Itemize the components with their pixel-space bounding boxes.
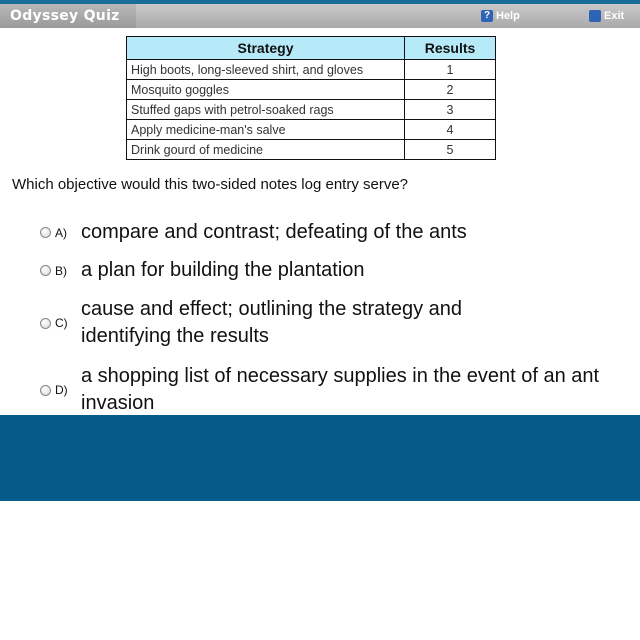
exit-icon <box>589 10 601 22</box>
radio-d[interactable] <box>40 385 51 396</box>
answer-option-c[interactable] <box>40 296 551 350</box>
table-header-row <box>127 37 496 60</box>
radio-c[interactable] <box>40 318 51 329</box>
strategy-cell: High boots, long-sleeved shirt, and gloves <box>127 60 405 80</box>
option-text: cause and effect; outlining the strategy and identifying the results <box>81 298 463 347</box>
result-cell: 4 <box>405 120 496 140</box>
result-cell: 2 <box>405 80 496 100</box>
strategy-cell: Stuffed gaps with petrol-soaked rags <box>127 100 405 120</box>
help-icon: ? <box>481 10 493 22</box>
strategy-cell: Drink gourd of medicine <box>127 140 405 160</box>
answer-option-a[interactable] <box>40 219 601 246</box>
top-bar <box>0 0 640 28</box>
option-letter: A) <box>55 225 67 240</box>
answer-option-b[interactable] <box>40 257 601 284</box>
radio-a[interactable] <box>40 227 51 238</box>
option-text: a plan for building the plantation <box>81 259 365 281</box>
radio-b[interactable] <box>40 265 51 276</box>
option-text: a shopping list of necessary supplies in the event of an ant invasion <box>81 365 600 414</box>
help-label: Help <box>496 10 520 22</box>
footer-band <box>0 415 640 501</box>
table-row <box>127 80 496 100</box>
table-row <box>127 100 496 120</box>
header-results: Results <box>405 37 496 60</box>
result-cell: 1 <box>405 60 496 80</box>
option-letter: D) <box>55 383 68 397</box>
app-title: Odyssey Quiz <box>10 8 120 24</box>
strategy-cell: Apply medicine-man's salve <box>127 120 405 140</box>
exit-button[interactable] <box>589 8 624 24</box>
option-letter: C) <box>55 316 68 330</box>
notes-log-table <box>126 36 496 160</box>
option-letter: B) <box>55 263 67 278</box>
strategy-cell: Mosquito goggles <box>127 80 405 100</box>
answer-option-d[interactable] <box>40 363 621 417</box>
option-text: compare and contrast; defeating of the ants <box>81 221 467 243</box>
table-row <box>127 60 496 80</box>
header-strategy: Strategy <box>127 37 405 60</box>
table-row <box>127 120 496 140</box>
exit-label: Exit <box>604 10 625 22</box>
question-text: Which objective would this two-sided notes log entry serve? <box>12 176 409 193</box>
result-cell: 3 <box>405 100 496 120</box>
help-button[interactable] <box>481 8 520 24</box>
table-row <box>127 140 496 160</box>
result-cell: 5 <box>405 140 496 160</box>
